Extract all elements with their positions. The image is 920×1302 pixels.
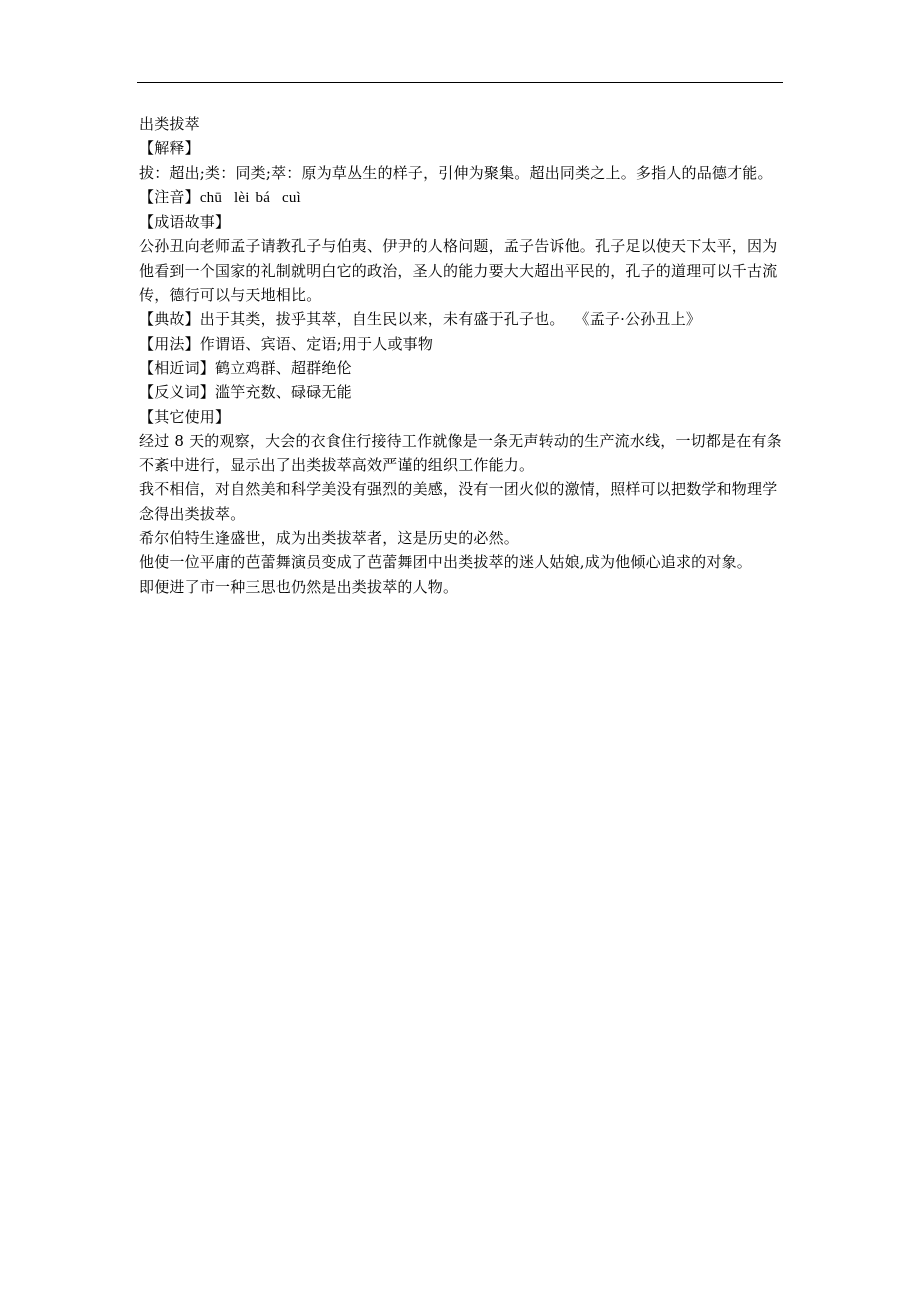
other-usage-heading: 【其它使用】 — [139, 407, 231, 426]
story-heading: 【成语故事】 — [139, 213, 231, 232]
example-sentence: 经过 8 天的观察，大会的衣食住行接待工作就像是一条无声转动的生产流水线，一切都是在有条不紊中进行，显示出了出类拔萃高效严谨的组织工作能力。 — [139, 431, 782, 475]
antonyms-line: 【反义词】滥竽充数、碌碌无能 — [139, 383, 352, 402]
idiom-title: 出类拔萃 — [139, 115, 200, 133]
example-sentence: 即便进了市一种三思也仍然是出类拔萃的人物。 — [139, 577, 459, 596]
document-body — [139, 112, 787, 599]
story-text: 公孙丑向老师孟子请教孔子与伯夷、伊尹的人格问题，孟子告诉他。孔子足以使天下太平，因为他看到一个国家的礼制就明白它的政治，圣人的能力要大大超出平民的，孔子的道理可以千古流传，德行可以与天地相比。 — [139, 237, 778, 305]
explanation-heading: 【解释】 — [139, 139, 200, 158]
explanation-text: 拔：超出;类：同类;萃：原为草丛生的样子，引伸为聚集。超出同类之上。多指人的品德才能。 — [139, 163, 773, 182]
synonyms-line: 【相近词】鹤立鸡群、超群绝伦 — [139, 358, 352, 377]
pronunciation-line — [139, 185, 787, 210]
origin-line: 【典故】出于其类，拔乎其萃，自生民以来，未有盛于孔子也。 《孟子·公孙丑上》 — [139, 310, 702, 329]
example-sentence: 我不相信，对自然美和科学美没有强烈的美感，没有一团火似的激情，照样可以把数学和物理学念得出类拔萃。 — [139, 480, 778, 523]
usage-line: 【用法】作谓语、宾语、定语;用于人或事物 — [139, 334, 434, 353]
pronunciation-label: 【注音】 — [139, 187, 200, 206]
header-rule — [137, 82, 783, 83]
example-sentence: 希尔伯特生逢盛世，成为出类拔萃者，这是历史的必然。 — [139, 529, 520, 548]
example-sentence: 他使一位平庸的芭蕾舞演员变成了芭蕾舞团中出类拔萃的迷人姑娘,成为他倾心追求的对象。 — [139, 553, 752, 572]
pronunciation-pinyin: chū lèi bá cuì — [199, 189, 301, 206]
